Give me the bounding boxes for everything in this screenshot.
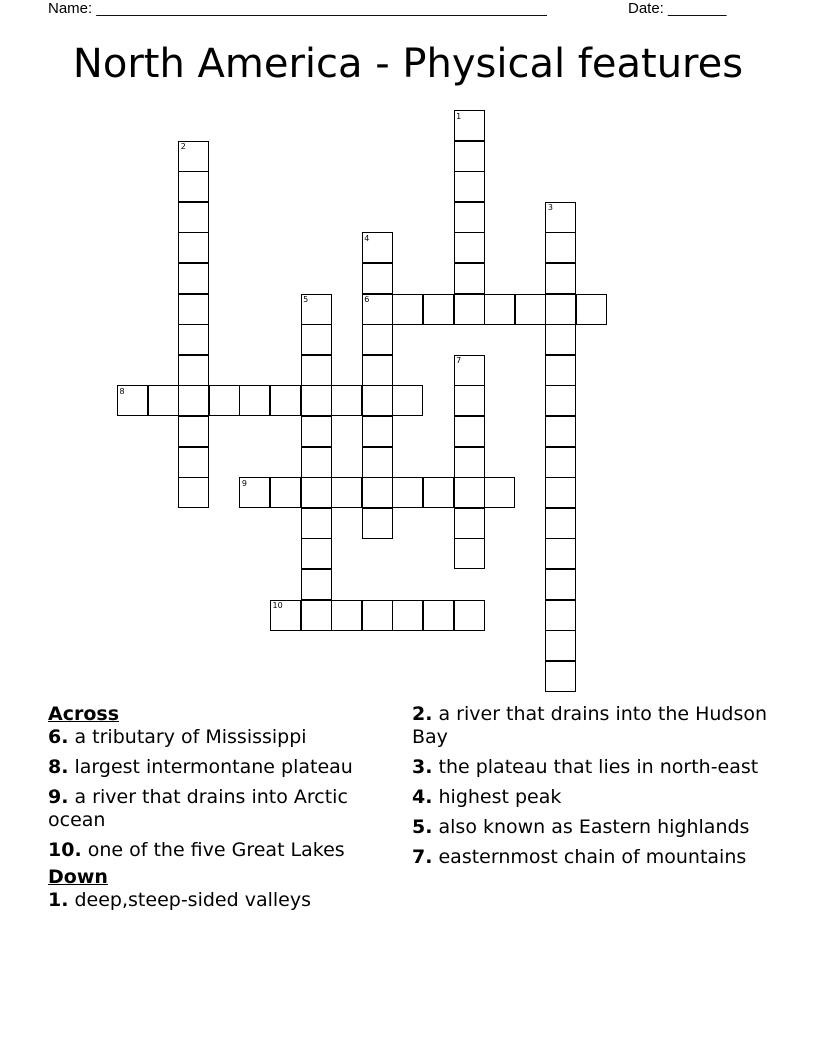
grid-cell[interactable]: [576, 294, 607, 325]
grid-cell[interactable]: [454, 416, 485, 447]
grid-cell[interactable]: [301, 355, 332, 386]
grid-cell[interactable]: [178, 171, 209, 202]
grid-cell[interactable]: [178, 202, 209, 233]
grid-cell[interactable]: [545, 569, 576, 600]
grid-cell[interactable]: [178, 324, 209, 355]
page-title: North America - Physical features: [72, 41, 744, 87]
clue-number: 7.: [412, 846, 433, 868]
clue-text: the plateau that lies in north-east: [432, 756, 759, 778]
grid-cell[interactable]: [545, 385, 576, 416]
grid-cell[interactable]: [301, 324, 332, 355]
clues-right-column: [412, 703, 772, 876]
grid-cell[interactable]: [178, 477, 209, 508]
clue-down-7: [412, 846, 772, 869]
grid-cell[interactable]: [454, 385, 485, 416]
clue-text: easternmost chain of mountains: [432, 846, 747, 868]
grid-cell[interactable]: [392, 477, 423, 508]
clue-number: 6.: [48, 726, 69, 748]
grid-cell[interactable]: [178, 263, 209, 294]
clue-text: also known as Eastern highlands: [432, 816, 750, 838]
grid-cell[interactable]: [454, 232, 485, 263]
clues-left-column: [48, 703, 398, 919]
grid-cell[interactable]: [331, 385, 362, 416]
clue-text: highest peak: [432, 786, 562, 808]
grid-cell[interactable]: [362, 416, 393, 447]
clue-down-5: [412, 816, 772, 839]
grid-cell[interactable]: [362, 447, 393, 478]
clue-down-4: [412, 786, 772, 809]
grid-cell[interactable]: [545, 538, 576, 569]
grid-cell[interactable]: [178, 232, 209, 263]
grid-cell[interactable]: [545, 447, 576, 478]
grid-cell[interactable]: [545, 416, 576, 447]
grid-cell[interactable]: [331, 477, 362, 508]
clue-across-10: [48, 839, 398, 862]
grid-cell[interactable]: [362, 355, 393, 386]
grid-cell[interactable]: [178, 416, 209, 447]
cell-number: 10: [272, 601, 283, 611]
grid-cell[interactable]: [423, 600, 454, 631]
grid-cell[interactable]: [301, 447, 332, 478]
grid-cell[interactable]: [301, 569, 332, 600]
grid-cell[interactable]: [454, 141, 485, 172]
grid-cell[interactable]: [545, 508, 576, 539]
cell-number: 1: [456, 111, 462, 121]
clue-text: one of the five Great Lakes: [81, 839, 345, 861]
across-heading: Across: [48, 703, 120, 725]
grid-cell[interactable]: [392, 294, 423, 325]
grid-cell[interactable]: [178, 447, 209, 478]
grid-cell[interactable]: [454, 171, 485, 202]
clue-text: a river that drains into Arctic ocean: [48, 786, 348, 831]
grid-cell[interactable]: [178, 355, 209, 386]
grid-cell[interactable]: [545, 232, 576, 263]
clue-number: 9.: [48, 786, 69, 808]
grid-cell[interactable]: [454, 538, 485, 569]
clue-down-1: [48, 889, 398, 912]
clue-number: 10.: [48, 839, 82, 861]
cell-number: 4: [364, 233, 370, 243]
clue-text: deep,steep-sided valleys: [68, 889, 311, 911]
grid-cell[interactable]: [454, 202, 485, 233]
grid-cell[interactable]: [362, 600, 393, 631]
grid-cell[interactable]: [454, 600, 485, 631]
grid-cell[interactable]: [545, 630, 576, 661]
grid-cell[interactable]: [392, 385, 423, 416]
grid-cell[interactable]: [301, 600, 332, 631]
grid-cell[interactable]: [301, 538, 332, 569]
clue-down-2: [412, 703, 772, 749]
grid-cell[interactable]: [362, 385, 393, 416]
grid-cell[interactable]: [301, 385, 332, 416]
grid-cell[interactable]: [362, 263, 393, 294]
clue-number: 8.: [48, 756, 69, 778]
clue-across-9: [48, 786, 398, 832]
clue-text: a tributary of Mississippi: [68, 726, 307, 748]
clue-text: a river that drains into the Hudson Bay: [412, 703, 768, 748]
clue-number: 4.: [412, 786, 433, 808]
grid-cell[interactable]: [454, 263, 485, 294]
grid-cell[interactable]: [362, 324, 393, 355]
clue-number: 1.: [48, 889, 69, 911]
cell-number: 2: [180, 142, 186, 152]
clue-across-6: [48, 726, 398, 749]
cell-number: 3: [547, 203, 553, 213]
grid-cell[interactable]: [392, 600, 423, 631]
grid-cell[interactable]: [484, 477, 515, 508]
cell-number: 9: [241, 478, 247, 488]
clue-number: 3.: [412, 756, 433, 778]
grid-cell[interactable]: [301, 477, 332, 508]
grid-cell[interactable]: [209, 385, 240, 416]
grid-cell[interactable]: [454, 477, 485, 508]
clue-number: 5.: [412, 816, 433, 838]
grid-cell[interactable]: [301, 416, 332, 447]
grid-cell[interactable]: [148, 385, 179, 416]
cell-number: 7: [456, 356, 462, 366]
grid-cell[interactable]: [484, 294, 515, 325]
grid-cell[interactable]: [515, 294, 546, 325]
grid-cell[interactable]: [270, 385, 301, 416]
grid-cell[interactable]: [545, 294, 576, 325]
grid-cell[interactable]: [178, 294, 209, 325]
grid-cell[interactable]: [362, 477, 393, 508]
grid-cell[interactable]: [423, 477, 454, 508]
grid-cell[interactable]: [423, 294, 454, 325]
grid-cell[interactable]: [331, 600, 362, 631]
cell-number: 5: [303, 295, 309, 305]
grid-cell[interactable]: [454, 447, 485, 478]
date-field-label: Date: _______: [628, 0, 727, 17]
grid-cell[interactable]: [545, 355, 576, 386]
grid-cell[interactable]: [178, 385, 209, 416]
grid-cell[interactable]: [545, 661, 576, 692]
grid-cell[interactable]: [301, 508, 332, 539]
grid-cell[interactable]: [545, 600, 576, 631]
clue-number: 2.: [412, 703, 433, 725]
grid-cell[interactable]: [362, 508, 393, 539]
cell-number: 8: [119, 386, 125, 396]
down-heading: Down: [48, 866, 108, 888]
name-field-label: Name: ______________________________________________________: [48, 0, 547, 17]
grid-cell[interactable]: [545, 477, 576, 508]
clue-down-3: [412, 756, 772, 779]
clue-across-8: [48, 756, 398, 779]
grid-cell[interactable]: [270, 477, 301, 508]
cell-number: 6: [364, 295, 370, 305]
grid-cell[interactable]: [454, 508, 485, 539]
grid-cell[interactable]: [239, 385, 270, 416]
clue-text: largest intermontane plateau: [68, 756, 353, 778]
grid-cell[interactable]: [454, 294, 485, 325]
grid-cell[interactable]: [545, 324, 576, 355]
grid-cell[interactable]: [545, 263, 576, 294]
